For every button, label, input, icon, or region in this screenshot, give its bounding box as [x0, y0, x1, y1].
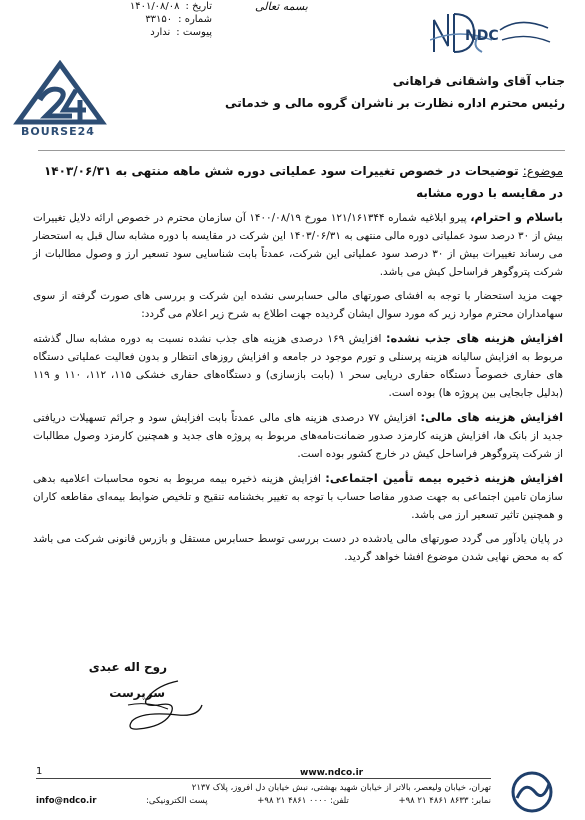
footer-phone: تلفن: ۰۰۰۰ ۴۸۶۱ ۲۱ ۹۸+ — [257, 795, 349, 806]
footer-email[interactable]: info@ndco.ir — [36, 795, 97, 806]
paragraph-heading: افزایش هزینه های مالی: — [420, 410, 563, 424]
paragraph-text: پیرو ابلاغیه شماره ۱۲۱/۱۶۱۳۴۴ مورخ ۱۴۰۰/۰۸/۱۹ آن سازمان محترم در خصوص ارائه دلایل تغییرات بیش از ۳۰ درصد سود عملیاتی دوره مالی منتهی به ۱۴۰۳/۰۶/۳۱ این شرکت در مقایسه با دوره مشابه سال قبل به استحضار می رساند تغییرات بیش از ۳۰ درصد سود عملیاتی این شرکت، عمدتاً بابت شناسایی سود تسعیر ارز و وصول مطالبات از شرکت پتروگوهر فراساحل کیش می باشد. — [33, 212, 564, 278]
paragraph-heading: باسلام و احترام، — [470, 210, 564, 224]
signature-icon — [118, 675, 208, 735]
footer-address-line — [36, 782, 491, 795]
number-label: شماره : — [178, 14, 212, 25]
addressee-title: رئیس محترم اداره نظارت بر ناشران گروه مالی و خدماتی — [225, 96, 565, 110]
paragraph-text: جهت مزید استحضار با توجه به افشای صورتهای مالی حسابرسی نشده این شرکت و بررسی های صورت گرفته از سوی سهامداران محترم موارد زیر که مورد سوال ایشان گردیده جهت اطلاع به شرح زیر اعلام می گردد: — [33, 290, 563, 320]
body-paragraph — [33, 469, 563, 524]
paragraph-heading: افزایش هزینه ذخیره بیمه تأمین اجتماعی: — [325, 471, 563, 485]
body-paragraph — [33, 530, 563, 566]
body-paragraph — [33, 208, 563, 281]
date-value: ۱۴۰۱/۰۸/۰۸ — [129, 1, 180, 12]
attachment-label: پیوست : — [176, 27, 212, 38]
attachment-row — [92, 26, 212, 39]
signer-title: سرپرست — [109, 686, 165, 700]
number-row — [92, 13, 212, 26]
addressee — [145, 70, 565, 114]
paragraph-text: افزایش ۷۷ درصدی هزینه های مالی عمدتاً بابت افزایش سود و جرائم تسهیلات دریافتی جدید از بانک ها، افزایش هزینه کارمزد صدور ضمانت‌نامه‌های مربوط به پروژه های جدید و همچنین کارمزد وصول مطالبات از شرکت پتروگوهر فراساحل کیش در خارج کشور بوده است. — [33, 412, 563, 460]
footer-contact — [36, 782, 491, 807]
body-paragraph — [33, 287, 563, 323]
bourse24-logo-icon — [10, 60, 110, 130]
ndc-logo-icon — [430, 6, 558, 58]
body-paragraph — [33, 329, 563, 402]
footer-divider — [36, 778, 491, 779]
ndc-logo — [430, 6, 558, 58]
letter-body — [33, 208, 563, 572]
addressee-name: جناب آقای واشقانی فراهانی — [392, 74, 565, 88]
page-number: 1 — [36, 766, 43, 777]
number-value: ۳۳۱۵۰ — [145, 14, 173, 25]
handwritten-signature — [118, 675, 208, 735]
subject — [38, 160, 563, 204]
attachment-value: ندارد — [150, 27, 171, 38]
signer-name: روح اله عبدی — [88, 660, 167, 674]
header-divider — [38, 150, 565, 151]
paragraph-text: افزایش هزینه ذخیره بیمه مربوط به نحوه محاسبات اعلامیه بدهی سازمان تامین اجتماعی به جهت صدور مفاصا حساب با توجه به تغییر بخشنامه تنقیح و تلخیص ضوابط بیمه‌ای مقاطعه کاران و همچنین تاثیر تسعیر ارز می باشد. — [33, 473, 563, 521]
ndc-logo-text: NDC — [465, 28, 499, 44]
website-link[interactable]: www.ndco.ir — [300, 768, 364, 778]
bourse24-logo — [10, 60, 110, 152]
footer-email-label: پست الکترونیکی: — [146, 795, 208, 806]
paragraph-heading: افزایش هزینه های جذب نشده: — [385, 331, 563, 345]
date-label: تاریخ : — [185, 1, 212, 12]
bourse24-wordmark: BOURSE24 — [21, 125, 95, 138]
letter-meta — [92, 0, 212, 39]
subject-label: موضوع: — [522, 164, 563, 178]
paragraph-text: افزایش ۱۶۹ درصدی هزینه های جذب نشده نسبت به دوره مشابه سال گذشته مربوط به افزایش سالیانه هزینه پرسنلی و تورم موجود در جامعه و افزایش روزهای انتظار و بدون فعالیت عملیاتی دستگاه های حفاری خصوصاً دستگاه حفاری دریایی سحر ۱ (بابت بازسازی) و دستگاه‌های حفاری خشکی ۱۱۵، ۱۱۲، ۱۱۰ و ۱۱۹ (بدلیل جابجایی بین پروژه ها) بوده است. — [33, 333, 563, 399]
paragraph-text: در پایان یادآور می گردد صورتهای مالی یادشده در دست بررسی توسط حسابرس مستقل و بازرس قانونی شرکت می باشد که به محض نهایی شدن موضوع افشا خواهد گردید. — [33, 533, 563, 563]
ndc-emblem-icon — [505, 770, 560, 815]
footer-address: تهران، خیابان ولیعصر، بالاتر از خیابان شهید بهشتی، نبش خیابان دل افروز، پلاک ۲۱۳۷ — [191, 783, 491, 793]
subject-text: توضیحات در خصوص تغییرات سود عملیاتی دوره شش ماهه منتهی به ۱۴۰۳/۰۶/۳۱ در مقایسه با دوره مشابه — [43, 164, 563, 200]
ndc-footer-logo — [505, 770, 560, 815]
footer-contact-line — [36, 795, 491, 808]
footer-fax: نمابر: ۸۶۳۳ ۴۸۶۱ ۲۱ ۹۸+ — [398, 795, 491, 806]
bismillah: بسمه تعالی — [255, 0, 308, 13]
body-paragraph — [33, 408, 563, 463]
date-row — [92, 0, 212, 13]
